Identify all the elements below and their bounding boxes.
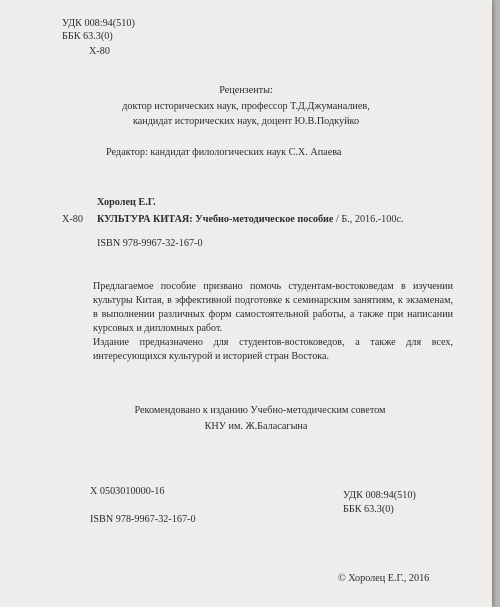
bbk-code-top: ББК 63.3(0) <box>62 31 113 42</box>
udk-code-top: УДК 008:94(510) <box>62 18 135 29</box>
publisher-code: Х 0503010000-16 <box>90 486 165 497</box>
recommendation-line-1: Рекомендовано к изданию Учебно-методическим советом <box>134 405 386 416</box>
book-isbn: ISBN 978-9967-32-167-0 <box>97 238 203 249</box>
recommendation-line-2: КНУ им. Ж.Баласагына <box>204 421 308 432</box>
editor-line: Редактор: кандидат филологических наук С.Х. Апаева <box>106 147 342 158</box>
author-name: Хоролец Е.Г. <box>97 197 156 208</box>
reviewer-1: доктор исторических наук, профессор Т.Д.Джуманалиев, <box>122 101 370 112</box>
udk-code-bottom: УДК 008:94(510) <box>343 490 416 501</box>
reviewers-title: Рецензенты: <box>219 85 273 96</box>
copyright-notice: © Хоролец Е.Г., 2016 <box>338 573 430 584</box>
author-sign-margin: Х-80 <box>62 214 83 225</box>
publication-details: / Б., 2016.-100с. <box>333 214 404 225</box>
reviewer-2: кандидат исторических наук, доцент Ю.В.Подкуйко <box>132 116 360 127</box>
book-title: КУЛЬТУРА КИТАЯ: Учебно-методическое пособие <box>97 214 334 225</box>
bottom-isbn: ISBN 978-9967-32-167-0 <box>90 514 196 525</box>
bbk-code-bottom: ББК 63.3(0) <box>343 504 394 515</box>
book-title-line <box>97 213 404 226</box>
author-sign-top: Х-80 <box>89 46 110 57</box>
annotation-paragraph-2: Издание предназначено для студентов-востоковедов, а также для всех, интересующихся культурой и историей стран Востока. <box>93 337 453 362</box>
annotation-paragraph-1: Предлагаемое пособие призвано помочь студентам-востоковедам в изучении культуры Китая, в эффективной подготовке к семинарским занятиям, к экзаменам, в выполнении различных форм самостоятельной работы, а также при написании курсовых и дипломных работ. <box>93 281 453 334</box>
